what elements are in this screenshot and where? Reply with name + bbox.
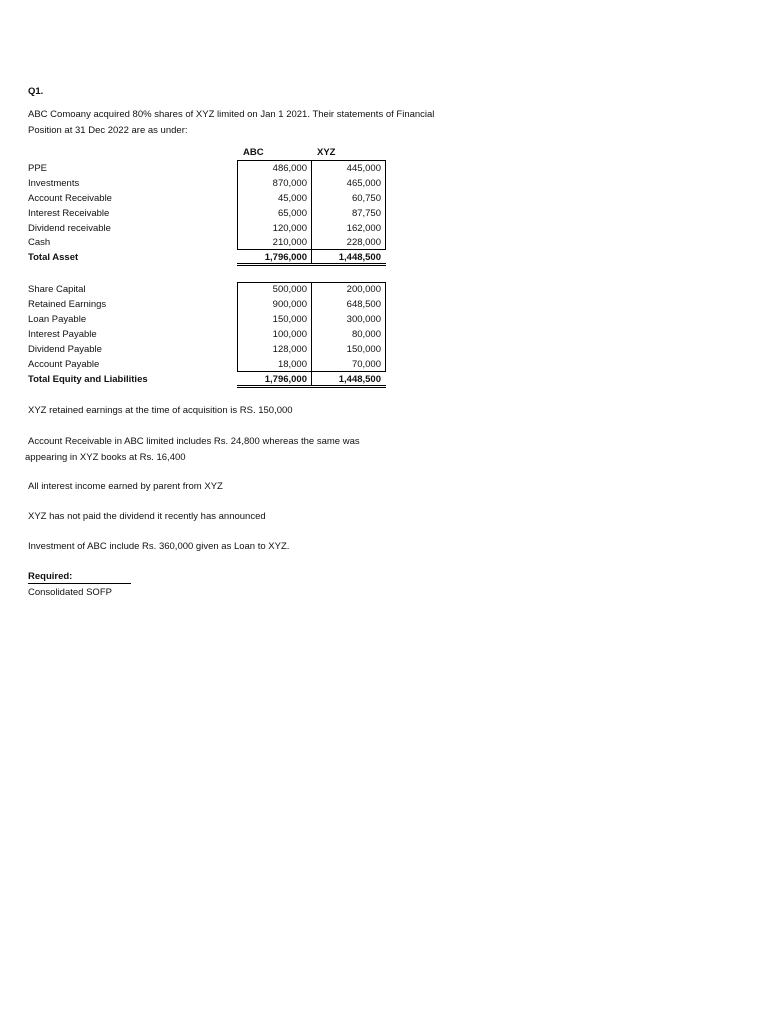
assets-row-label: PPE	[28, 163, 48, 174]
required-text: Consolidated SOFP	[28, 587, 112, 598]
assets-row-xyz: 87,750	[351, 208, 381, 219]
assets-row-xyz: 162,000	[346, 223, 381, 234]
equity-liabilities-row-label: Dividend Payable	[28, 344, 102, 355]
assets-row-label: Interest Receivable	[28, 208, 110, 219]
equity-liabilities-row-abc: 500,000	[272, 284, 307, 295]
assets-column-divider	[311, 160, 312, 264]
assets-row-abc: 120,000	[272, 223, 307, 234]
assets-row-xyz: 445,000	[346, 163, 381, 174]
equity-liabilities-row-abc: 128,000	[272, 344, 307, 355]
assets-row-label: Account Receivable	[28, 193, 112, 204]
equity-liabilities-total-label: Total Equity and Liabilities	[28, 374, 148, 385]
assets-row-xyz: 60,750	[351, 193, 381, 204]
assets-total-label: Total Asset	[28, 252, 79, 263]
question-intro-line2: Position at 31 Dec 2022 are as under:	[28, 125, 188, 136]
equity-liabilities-total-xyz: 1,448,500	[338, 374, 381, 385]
assets-row-label: Dividend receivable	[28, 223, 111, 234]
equity-liabilities-row-xyz: 648,500	[346, 299, 381, 310]
required-heading: Required:	[28, 571, 73, 582]
note-retained-earnings: XYZ retained earnings at the time of acquisition is RS. 150,000	[28, 405, 293, 416]
equity-liabilities-row-label: Retained Earnings	[28, 299, 107, 310]
column-header-abc: ABC	[243, 147, 264, 158]
assets-total-underline-1	[237, 263, 386, 264]
note-investment-loan: Investment of ABC include Rs. 360,000 given as Loan to XYZ.	[28, 541, 290, 552]
equity-liabilities-row-abc: 150,000	[272, 314, 307, 325]
equity-liabilities-total-underline-1	[237, 385, 386, 386]
assets-row-abc: 486,000	[272, 163, 307, 174]
column-header-xyz: XYZ	[317, 147, 336, 158]
equity-liabilities-row-label: Interest Payable	[28, 329, 97, 340]
note-interest-income: All interest income earned by parent from XYZ	[28, 481, 223, 492]
equity-liabilities-total-underline-2	[237, 387, 386, 388]
assets-row-xyz: 465,000	[346, 178, 381, 189]
assets-row-abc: 65,000	[277, 208, 307, 219]
equity-liabilities-row-xyz: 200,000	[346, 284, 381, 295]
required-underline	[28, 583, 131, 584]
assets-row-abc: 210,000	[272, 237, 307, 248]
equity-liabilities-row-abc: 18,000	[277, 359, 307, 370]
equity-liabilities-row-abc: 900,000	[272, 299, 307, 310]
note-account-receivable-line1: Account Receivable in ABC limited includes Rs. 24,800 whereas the same was	[28, 436, 360, 447]
equity-liabilities-column-divider	[311, 282, 312, 386]
equity-liabilities-total-abc: 1,796,000	[264, 374, 307, 385]
equity-liabilities-row-xyz: 300,000	[346, 314, 381, 325]
equity-liabilities-row-abc: 100,000	[272, 329, 307, 340]
question-intro-line1: ABC Comoany acquired 80% shares of XYZ limited on Jan 1 2021. Their statements of Financial	[28, 109, 435, 120]
assets-total-xyz: 1,448,500	[338, 252, 381, 263]
note-dividend: XYZ has not paid the dividend it recently has announced	[28, 511, 266, 522]
equity-liabilities-row-label: Account Payable	[28, 359, 100, 370]
equity-liabilities-row-xyz: 80,000	[351, 329, 381, 340]
assets-total-abc: 1,796,000	[264, 252, 307, 263]
equity-liabilities-row-label: Share Capital	[28, 284, 86, 295]
equity-liabilities-row-label: Loan Payable	[28, 314, 87, 325]
assets-row-label: Cash	[28, 237, 51, 248]
assets-row-xyz: 228,000	[346, 237, 381, 248]
assets-row-abc: 870,000	[272, 178, 307, 189]
note-account-receivable-line2: appearing in XYZ books at Rs. 16,400	[25, 452, 186, 463]
assets-row-label: Investments	[28, 178, 80, 189]
question-number: Q1.	[28, 86, 44, 97]
equity-liabilities-row-xyz: 150,000	[346, 344, 381, 355]
assets-row-abc: 45,000	[277, 193, 307, 204]
assets-total-underline-2	[237, 265, 386, 266]
equity-liabilities-row-xyz: 70,000	[351, 359, 381, 370]
